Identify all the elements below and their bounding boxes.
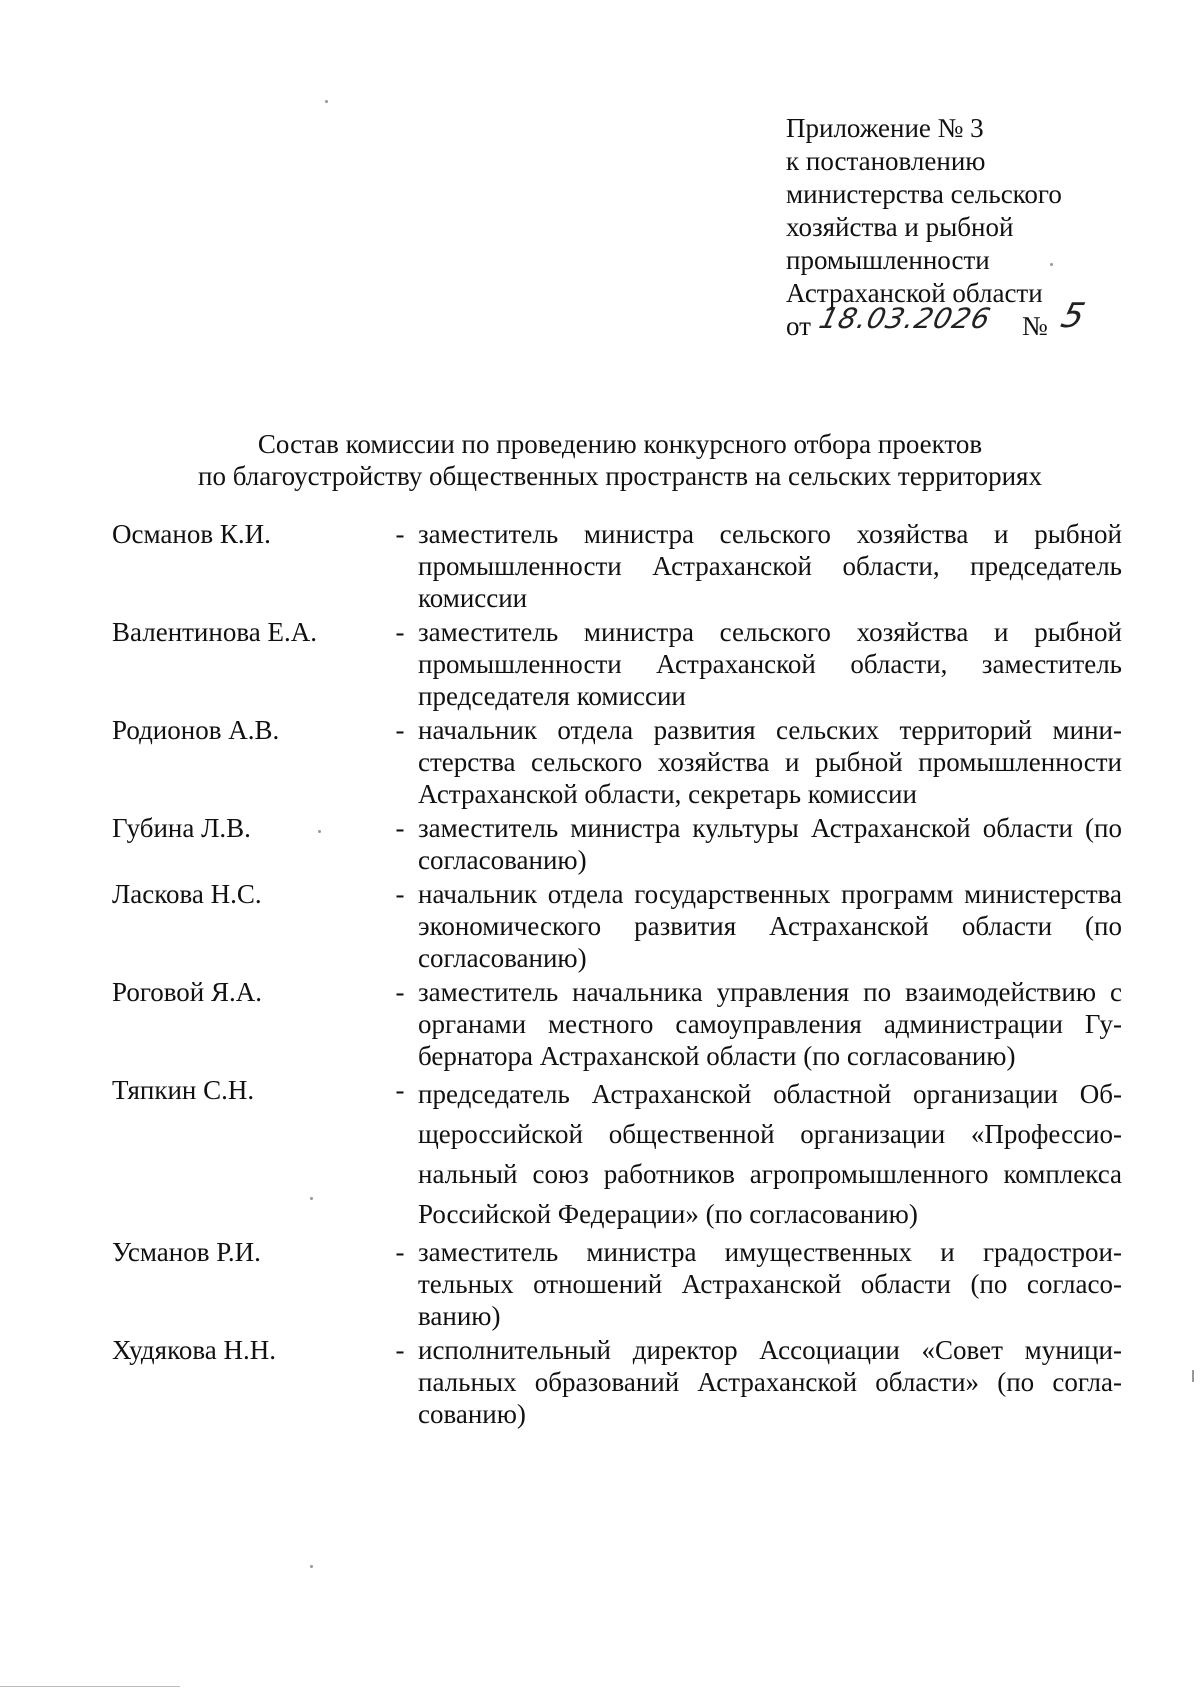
member-row [112, 812, 1122, 876]
document-title [120, 428, 1120, 492]
scan-speck [1050, 263, 1053, 266]
member-name: Валентинова Е.А. [112, 617, 317, 647]
appendix-line: Астраханской области [786, 278, 1043, 308]
member-row [112, 616, 1122, 712]
separator-dash: - [395, 1237, 405, 1267]
number-label: № [1022, 311, 1048, 341]
separator-dash: - [395, 715, 405, 745]
member-row [112, 1074, 1122, 1234]
scan-edge-line [0, 1686, 180, 1687]
member-name: Родионов А.В. [112, 715, 280, 745]
scan-edge-mark [1192, 1370, 1194, 1382]
commission-members-list [112, 518, 1122, 1432]
member-name: Худякова Н.Н. [112, 1335, 276, 1365]
member-row [112, 1334, 1122, 1430]
title-line: по благоустройству общественных пространств на сельских территориях [198, 461, 1042, 491]
scan-speck [325, 100, 328, 103]
member-position: заместитель министра имущественных и градостроительных отношений Астраханской области (по согласованию) [418, 1237, 1122, 1331]
member-position: начальник отдела государственных программ министерства экономического развития Астраханской области (по согласованию) [418, 879, 1122, 973]
separator-dash: - [395, 519, 405, 549]
member-name: Тяпкин С.Н. [112, 1075, 255, 1105]
scan-speck [318, 830, 321, 833]
member-position: начальник отдела развития сельских территорий министерства сельского хозяйства и рыбной промышленности Астраханской области, секретарь комиссии [418, 715, 1122, 809]
scan-speck [310, 1565, 313, 1568]
member-row [112, 714, 1122, 810]
member-position: председатель Астраханской областной организации Общероссийской общественной организации «Профессиональный союз работников агропромышленного комплекса Российской Федерации» (по согласованию) [418, 1079, 1122, 1229]
separator-dash: - [395, 1075, 405, 1105]
separator-dash: - [395, 977, 405, 1007]
appendix-line: министерства сельского [786, 179, 1062, 209]
title-line: Состав комиссии по проведению конкурсного отбора проектов [257, 429, 983, 459]
separator-dash: - [395, 813, 405, 843]
separator-dash: - [395, 1335, 405, 1365]
member-position: заместитель начальника управления по взаимодействию с органами местного самоуправления администрации Губернатора Астраханской области (по согласованию) [418, 977, 1122, 1071]
appendix-line: к постановлению [786, 146, 986, 176]
member-row [112, 878, 1122, 974]
decree-date-number-line [786, 296, 1116, 350]
separator-dash: - [395, 617, 405, 647]
member-name: Османов К.И. [112, 519, 271, 549]
member-position: заместитель министра сельского хозяйства и рыбной промышленности Астраханской области, председатель комиссии [418, 519, 1122, 613]
separator-dash: - [395, 879, 405, 909]
appendix-line: хозяйства и рыбной [786, 212, 1014, 242]
member-row [112, 1236, 1122, 1332]
appendix-block [786, 112, 1116, 350]
member-row [112, 976, 1122, 1072]
handwritten-date: 18.03.2026 [815, 302, 995, 335]
appendix-line: Приложение № 3 [786, 113, 984, 143]
member-row [112, 518, 1122, 614]
appendix-line: промышленности [786, 245, 990, 275]
member-name: Усманов Р.И. [112, 1237, 261, 1267]
scan-speck [310, 1197, 313, 1200]
handwritten-number: 5 [1057, 296, 1089, 336]
from-label: от [786, 311, 811, 341]
member-name: Роговой Я.А. [112, 977, 263, 1007]
member-position: исполнительный директор Ассоциации «Совет муниципальных образований Астраханской области» (по согласованию) [418, 1335, 1122, 1429]
member-name: Губина Л.В. [112, 813, 251, 843]
member-position: заместитель министра сельского хозяйства и рыбной промышленности Астраханской области, заместитель председателя комиссии [418, 617, 1122, 711]
member-name: Ласкова Н.С. [112, 879, 262, 909]
member-position: заместитель министра культуры Астраханской области (по согласованию) [418, 813, 1122, 875]
